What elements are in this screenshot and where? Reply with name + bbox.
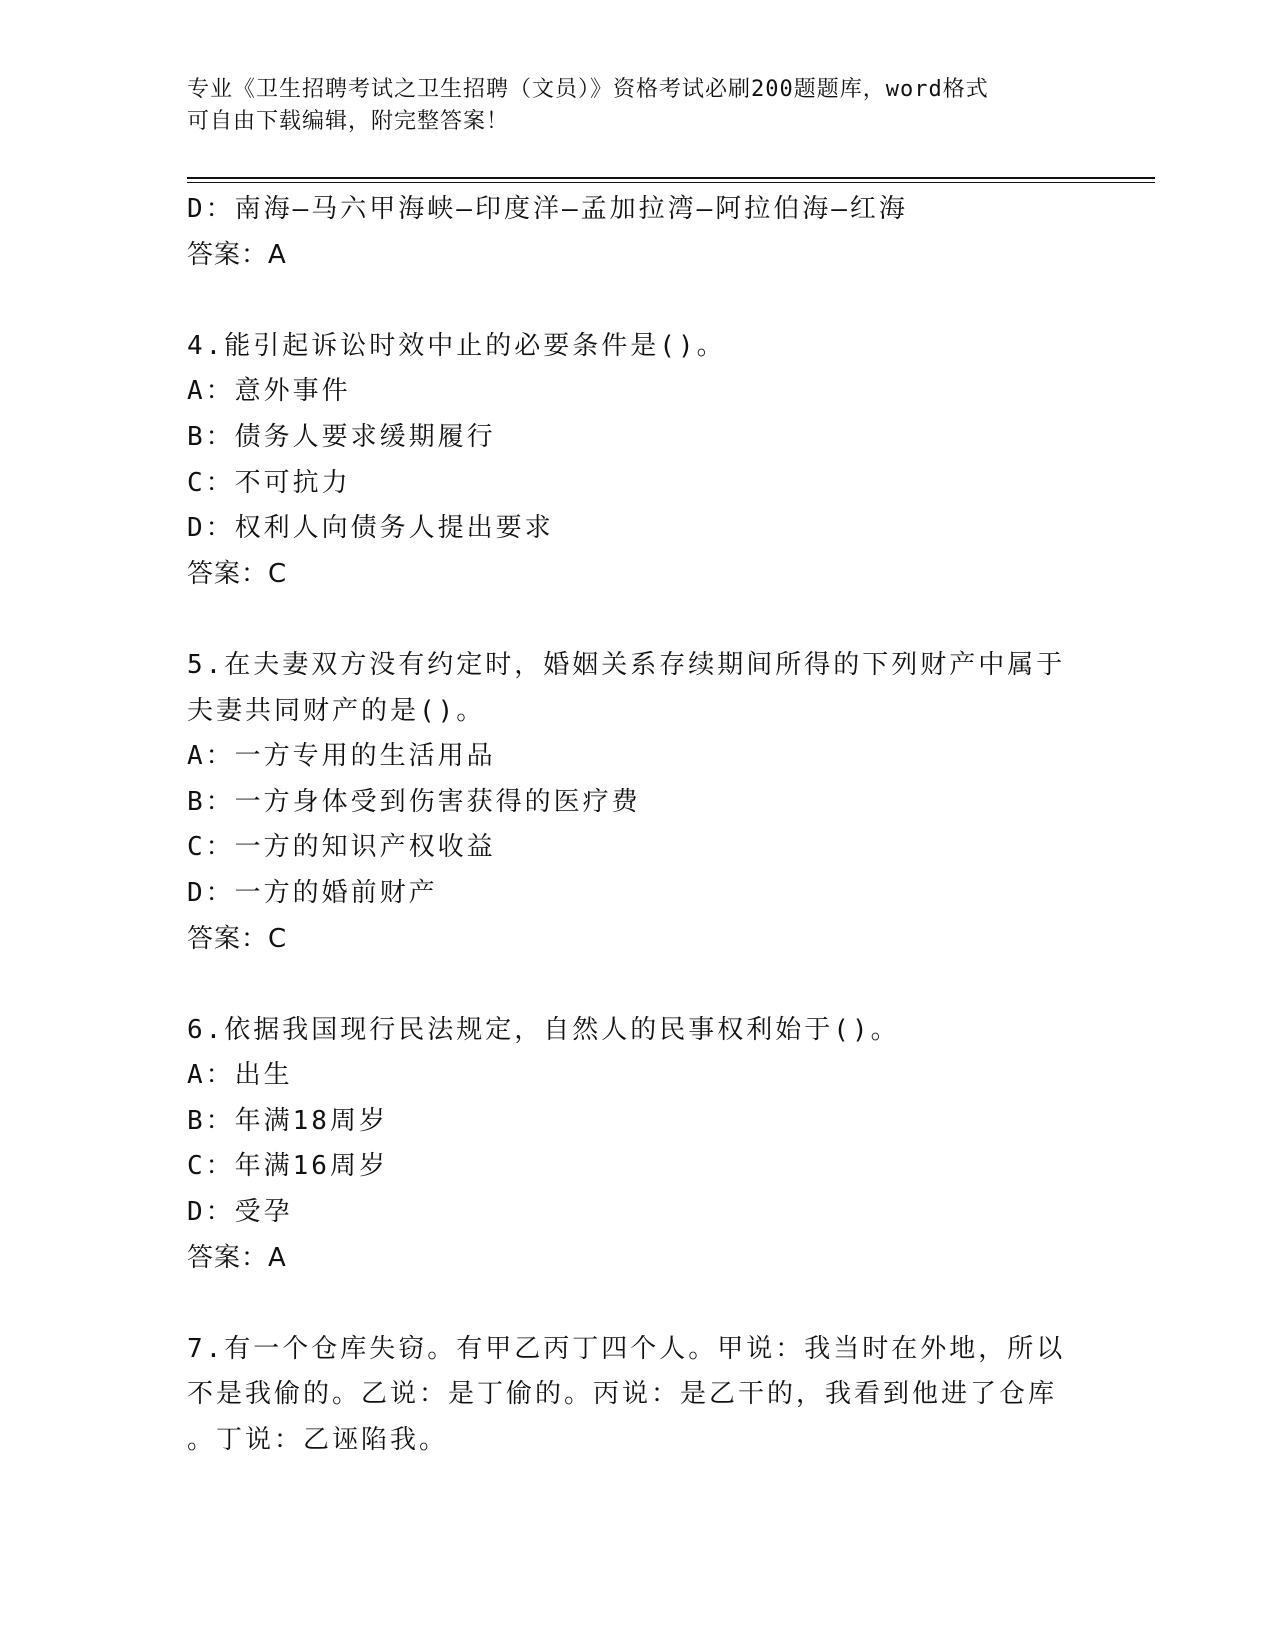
option-c: C：不可抗力 — [187, 467, 351, 498]
header-rule-thick — [187, 177, 1155, 179]
question-7 — [187, 1327, 1067, 1464]
question-5 — [187, 643, 1067, 962]
question-6 — [187, 1008, 1067, 1282]
answer: 答案：C — [187, 923, 288, 954]
option-b: B：一方身体受到伤害获得的医疗费 — [187, 786, 641, 817]
option-c: C：年满16周岁 — [187, 1151, 388, 1182]
question-stem-line-2: 夫妻共同财产的是()。 — [187, 695, 486, 726]
answer: 答案：A — [187, 1242, 287, 1273]
answer: 答案：C — [187, 558, 288, 589]
question-4 — [187, 324, 1067, 598]
option-b: B：年满18周岁 — [187, 1105, 388, 1136]
spacer — [187, 1281, 1067, 1327]
option-a: A：意外事件 — [187, 376, 351, 407]
option-a: A：出生 — [187, 1060, 293, 1091]
question-stem: 4.能引起诉讼时效中止的必要条件是()。 — [187, 330, 726, 361]
option-d: D：权利人向债务人提出要求 — [187, 513, 554, 544]
spacer — [187, 962, 1067, 1008]
document-content — [187, 187, 1067, 1464]
option-b: B：债务人要求缓期履行 — [187, 421, 496, 452]
question-stem-line-1: 7.有一个仓库失窃。有甲乙丙丁四个人。甲说：我当时在外地，所以 — [187, 1333, 1066, 1364]
header-line-1: 专业《卫生招聘考试之卫生招聘（文员）》资格考试必刷200题题库，word格式 — [187, 77, 989, 102]
page-header — [187, 74, 1067, 138]
option-d: D：一方的婚前财产 — [187, 877, 438, 908]
question-stem: 6.依据我国现行民法规定，自然人的民事权利始于()。 — [187, 1014, 900, 1045]
option-d: D：受孕 — [187, 1197, 293, 1228]
header-line-2: 可自由下载编辑，附完整答案！ — [187, 109, 510, 134]
question-stem-line-1: 5.在夫妻双方没有约定时，婚姻关系存续期间所得的下列财产中属于 — [187, 649, 1066, 680]
answer: 答案：A — [187, 239, 287, 270]
header-rule-thin — [187, 182, 1155, 183]
spacer — [187, 278, 1067, 324]
option-c: C：一方的知识产权收益 — [187, 832, 496, 863]
spacer — [187, 597, 1067, 643]
option-a: A：一方专用的生活用品 — [187, 741, 496, 772]
question-stem-line-3: 。丁说：乙诬陷我。 — [187, 1425, 449, 1456]
option-d: D：南海—马六甲海峡—印度洋—孟加拉湾—阿拉伯海—红海 — [187, 194, 908, 224]
question-stem-line-2: 不是我偷的。乙说：是丁偷的。丙说：是乙干的，我看到他进了仓库 — [187, 1379, 1058, 1410]
question-3 — [187, 187, 1067, 278]
